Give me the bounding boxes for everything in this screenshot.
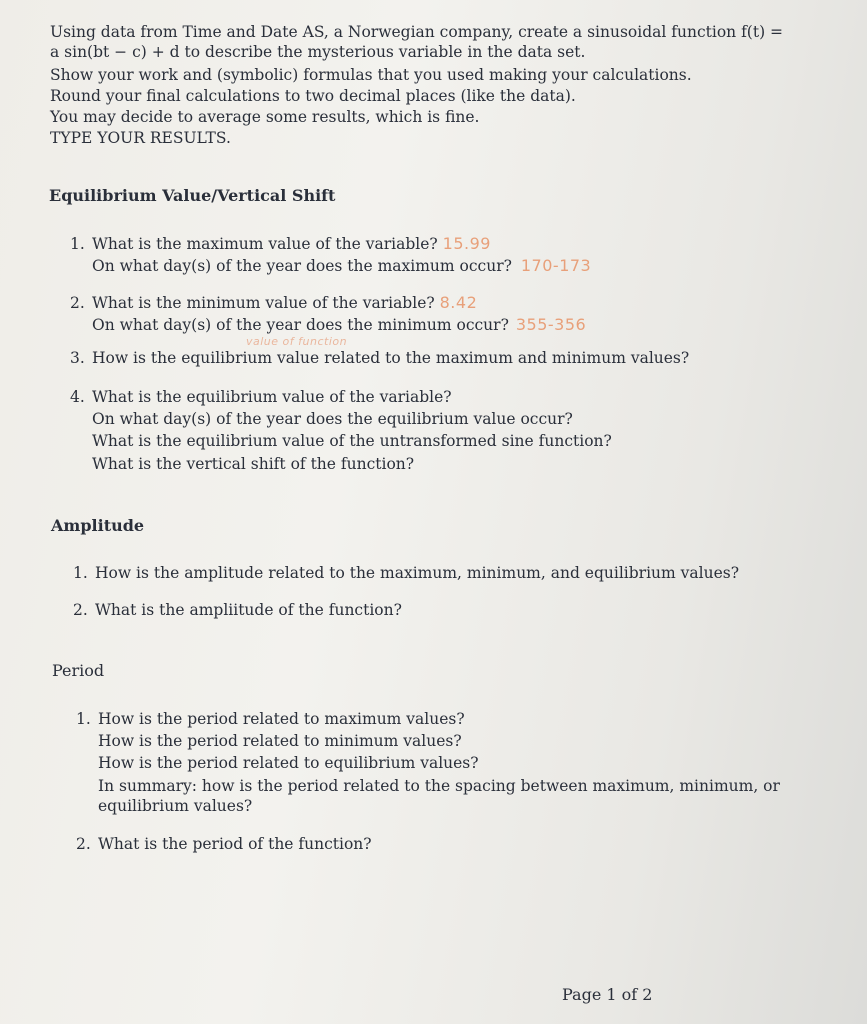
per-question-1b: How is the period related to minimum values?: [98, 732, 462, 750]
eq-question-4b: On what day(s) of the year does the equilibrium value occur?: [92, 410, 573, 428]
question-text: How is the period related to maximum values?: [98, 710, 465, 728]
eq-question-3: [70, 348, 689, 368]
page-number: Page 1 of 2: [562, 985, 653, 1004]
intro-line-3: Show your work and (symbolic) formulas that you used making your calculations.: [50, 66, 692, 84]
handwritten-answer: 15.99: [442, 234, 491, 253]
question-number: 2.: [70, 294, 85, 312]
eq-question-1b: [92, 256, 591, 276]
question-text: On what day(s) of the year does the minimum occur?: [92, 316, 509, 334]
eq-question-4a: [70, 387, 452, 407]
handwritten-answer: 8.42: [439, 293, 478, 312]
question-text: How is the amplitude related to the maximum, minimum, and equilibrium values?: [95, 564, 740, 582]
intro-line-2: a sin(bt − c) + d to describe the mysterious variable in the data set.: [50, 43, 586, 61]
question-text: What is the maximum value of the variable?: [92, 235, 438, 253]
amp-question-2: [73, 600, 402, 620]
question-number: 3.: [70, 349, 85, 367]
question-number: 1.: [76, 710, 91, 728]
per-question-1c: How is the period related to equilibrium values?: [98, 754, 479, 772]
per-question-1a: [76, 709, 465, 729]
eq-question-4d: What is the vertical shift of the function?: [92, 455, 415, 473]
eq-question-2a: [70, 293, 477, 313]
amplitude-heading: Amplitude: [51, 516, 145, 535]
eq-question-2b: [92, 315, 586, 335]
question-number: 4.: [70, 388, 85, 406]
intro-line-4: Round your final calculations to two decimal places (like the data).: [50, 87, 576, 105]
amp-question-1: [73, 563, 739, 583]
intro-line-5: You may decide to average some results, which is fine.: [50, 108, 480, 126]
per-question-1e: equilibrium values?: [98, 797, 253, 815]
eq-question-1a: [70, 234, 491, 254]
eq-question-4c: What is the equilibrium value of the untransformed sine function?: [92, 432, 612, 450]
per-question-2: [76, 834, 372, 854]
equilibrium-heading: Equilibrium Value/Vertical Shift: [49, 186, 336, 205]
question-number: 2.: [76, 835, 91, 853]
intro-line-6: TYPE YOUR RESULTS.: [50, 129, 231, 147]
question-text: What is the period of the function?: [98, 835, 372, 853]
question-number: 2.: [73, 601, 88, 619]
question-text: What is the equilibrium value of the variable?: [92, 388, 452, 406]
per-question-1d: In summary: how is the period related to the spacing between maximum, minimum, or: [98, 777, 780, 795]
handwritten-answer: 170-173: [520, 256, 592, 275]
question-text: How is the equilibrium value related to the maximum and minimum values?: [92, 349, 690, 367]
period-heading: Period: [52, 661, 105, 680]
handwritten-note: value of function: [246, 335, 348, 348]
intro-line-1: Using data from Time and Date AS, a Norwegian company, create a sinusoidal function f(t) =: [50, 23, 784, 41]
question-number: 1.: [70, 235, 85, 253]
question-text: On what day(s) of the year does the maximum occur?: [92, 257, 512, 275]
question-number: 1.: [73, 564, 88, 582]
question-text: What is the minimum value of the variable?: [92, 294, 435, 312]
handwritten-answer: 355-356: [515, 315, 587, 334]
question-text: What is the ampliitude of the function?: [95, 601, 402, 619]
